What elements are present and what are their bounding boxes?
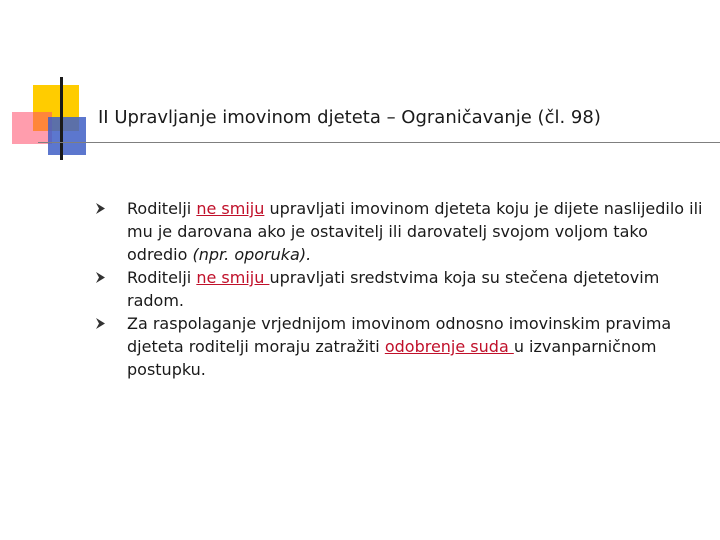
arrow-bullet-icon xyxy=(96,318,105,329)
bullet-text: Roditelji xyxy=(127,199,197,218)
bullet-text: Roditelji xyxy=(127,268,197,287)
title-divider xyxy=(38,142,720,143)
bullet-item-3 xyxy=(96,312,706,381)
bullet-list xyxy=(96,197,706,381)
bullet-text: upravljati sredstvima koja su stečena djetetovim radom. xyxy=(127,268,660,310)
bullet-item-2 xyxy=(96,266,706,312)
arrow-bullet-icon xyxy=(96,272,105,283)
bullet-text: Za raspolaganje vrjednijom imovinom odnosno imovinskim pravima djeteta roditelji moraju zatražiti xyxy=(127,314,672,356)
decor-vertical-line xyxy=(60,77,63,160)
bullet-item-1 xyxy=(96,197,706,266)
decor-red-square xyxy=(12,112,52,144)
arrow-bullet-icon xyxy=(96,203,105,214)
highlighted-text: ne smiju xyxy=(196,268,270,287)
italic-note: (npr. oporuka). xyxy=(192,245,312,264)
bullet-text: u izvanparničnom postupku. xyxy=(127,337,657,379)
slide-title: II Upravljanje imovinom djeteta – Ograničavanje (čl. 98) xyxy=(98,107,601,128)
highlighted-text: odobrenje suda xyxy=(384,337,514,356)
highlighted-text: ne smiju xyxy=(196,199,265,218)
decor-blue-square xyxy=(48,117,86,155)
bullet-text: upravljati imovinom djeteta koju je dijete naslijedilo ili mu je darovana ako je ostavitelj ili darovatelj svojom voljom tako odredio xyxy=(127,199,703,264)
